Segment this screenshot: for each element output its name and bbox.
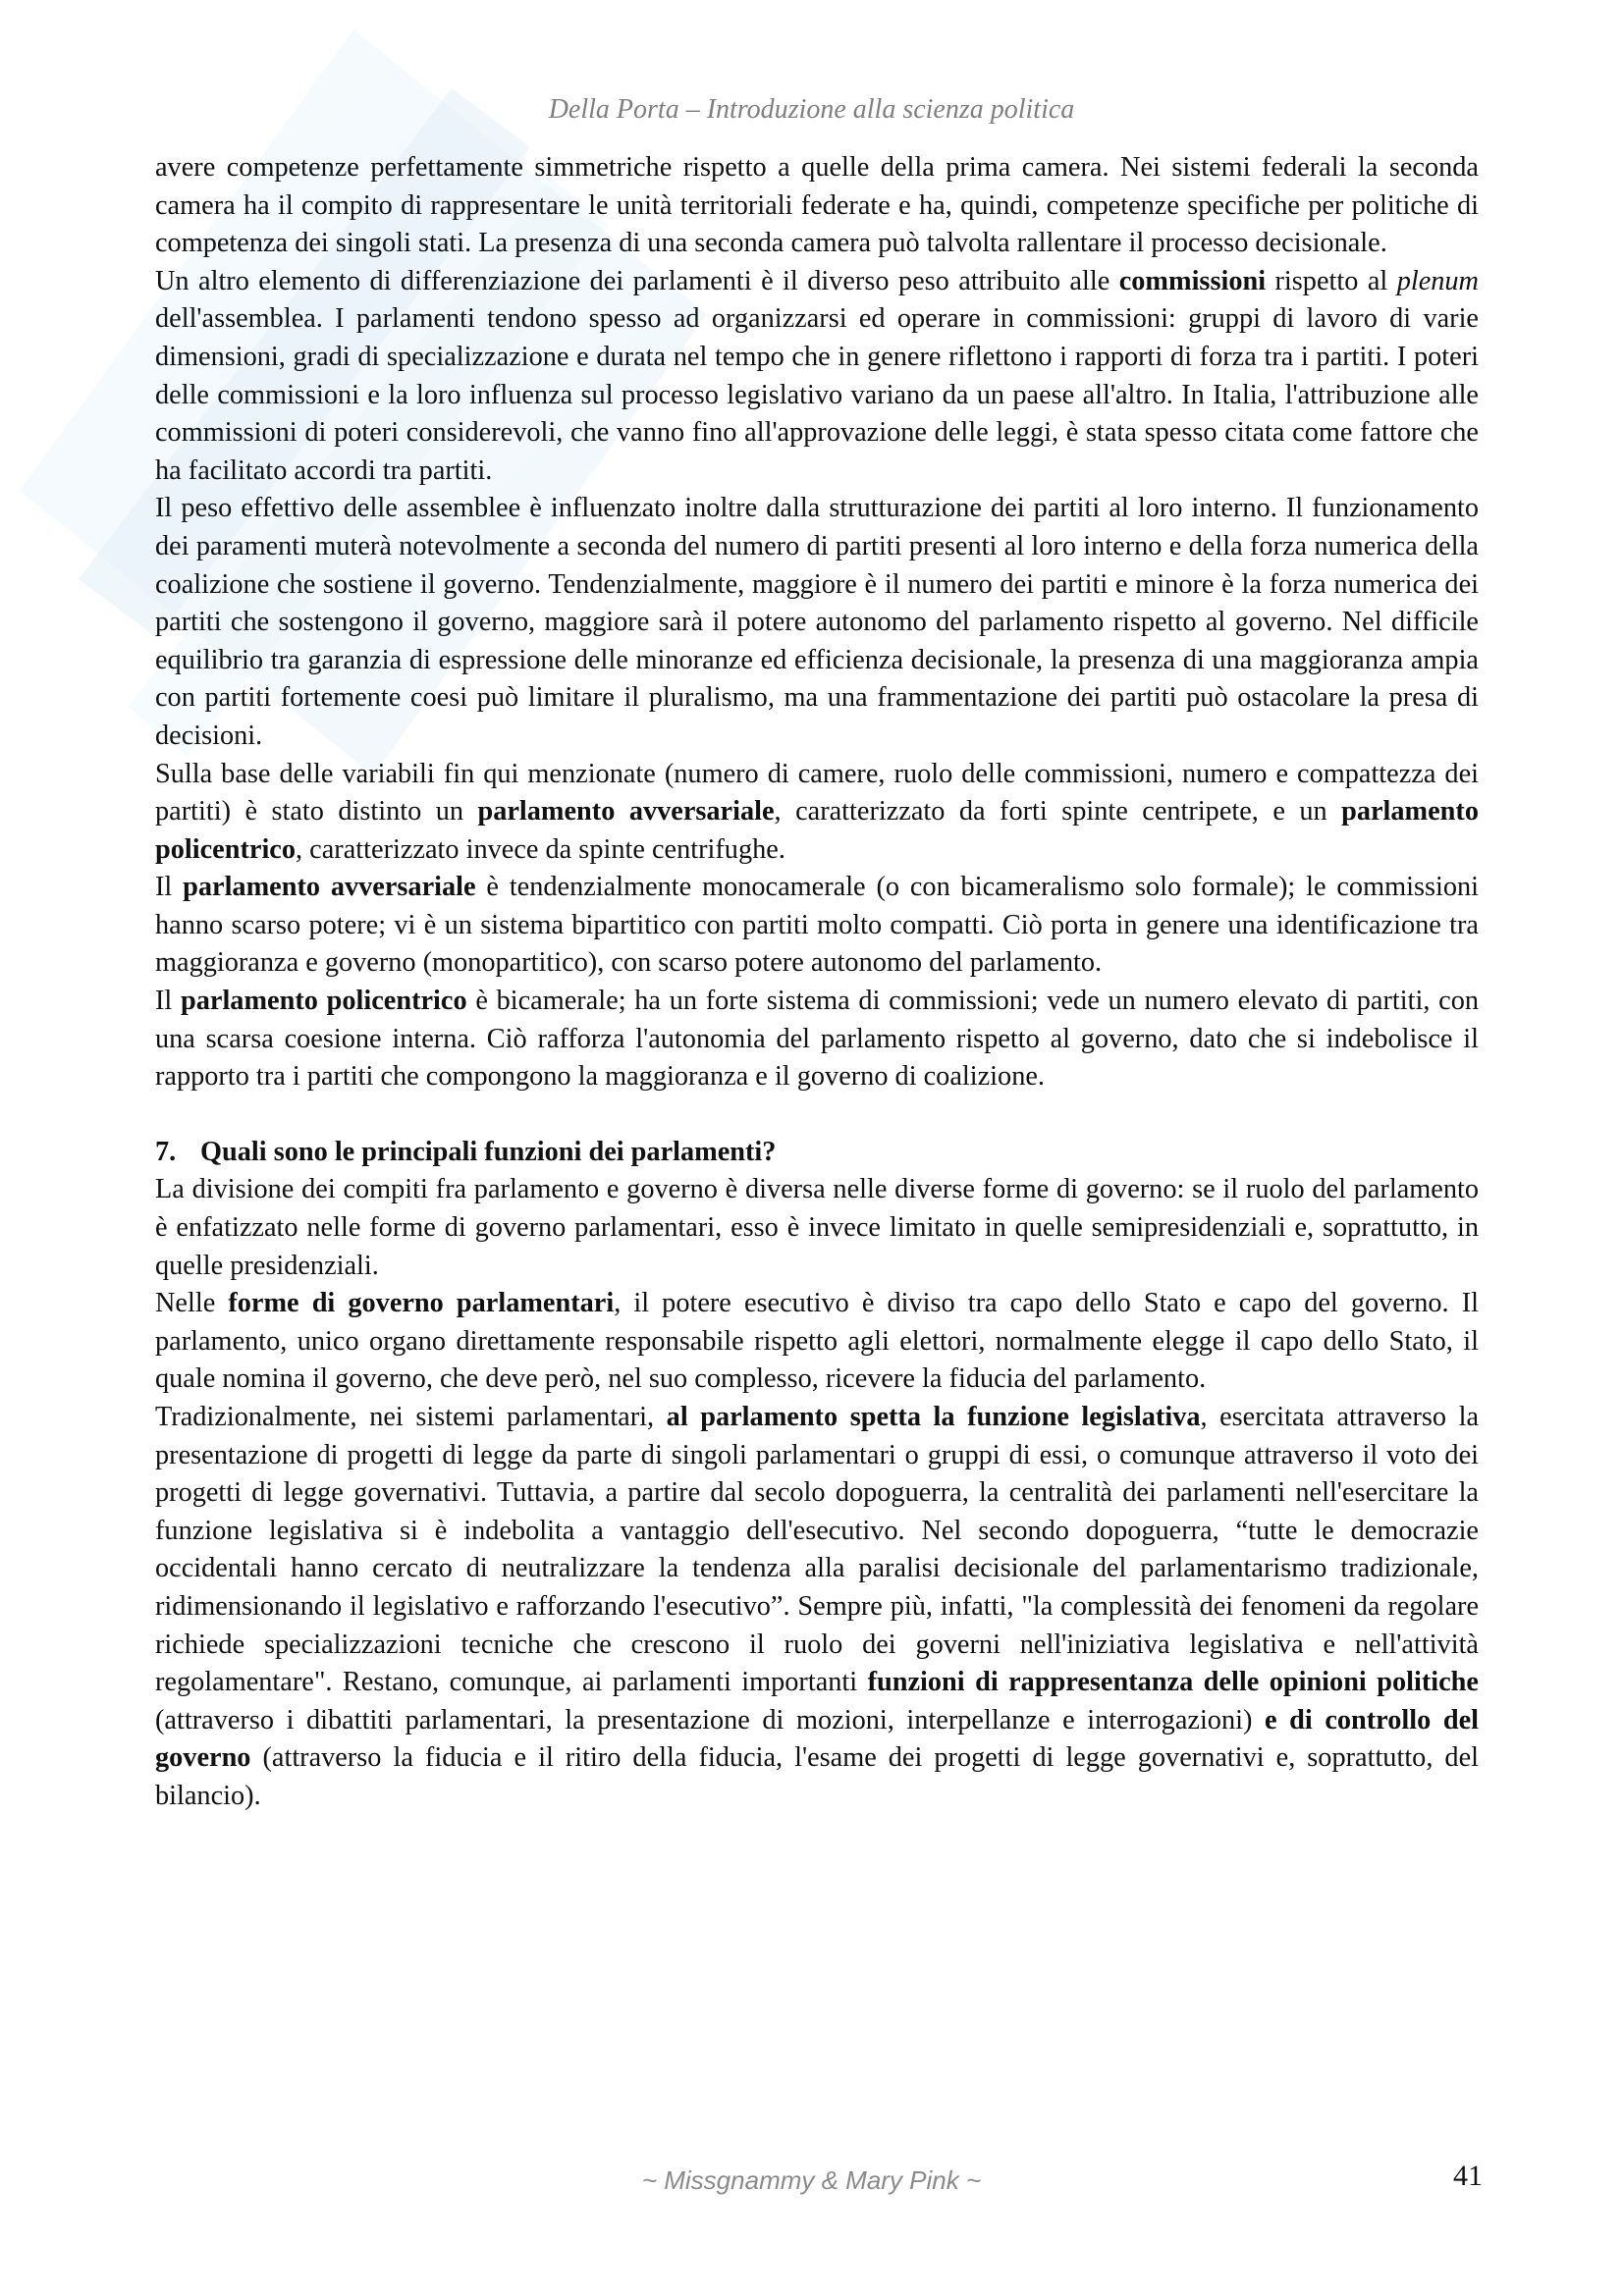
paragraph: La divisione dei compiti fra parlamento e governo è diversa nelle diverse forme di governo: se il ruolo del parlamento è enfatizzato nelle forme di governo parlamentari, esso è invece limitato in quelle semipresidenziali e, soprattutto, in quelle presidenziali. bbox=[155, 1174, 1479, 1281]
main-text bbox=[155, 149, 1479, 1816]
running-header: Della Porta – Introduzione alla scienza politica bbox=[548, 94, 1075, 125]
bold-term: parlamento policentrico bbox=[181, 986, 467, 1017]
section-heading bbox=[155, 1134, 1479, 1172]
paragraph: Il parlamento policentrico è bicamerale; ha un forte sistema di commissioni; vede un numero elevato di partiti, con una scarsa coesione interna. Ciò rafforza l'autonomia del parlamento rispetto al governo, dato che si indebolisce il rapporto tra i partiti che compongono la maggioranza e il governo di coalizione. bbox=[155, 986, 1479, 1093]
paragraph: Tradizionalmente, nei sistemi parlamentari, al parlamento spetta la funzione legislativa, esercitata attraverso la presentazione di progetti di legge da parte di singoli parlamentari o gruppi di essi, o comunque attraverso il voto dei progetti di legge governativi. Tuttavia, a partire dal secolo dopoguerra, la centralità dei parlamenti nell'esercitare la funzione legislativa si è indebolita a vantaggio dell'esecutivo. Nel secondo dopoguerra, “tutte le democrazie occidentali hanno cercato di neutralizzare la tendenza alla paralisi decisionale del parlamentarismo tradizionale, ridimensionando il legislativo e rafforzando l'esecutivo”. Sempre più, infatti, "la complessità dei fenomeni da regolare richiede specializzazioni tecniche che crescono il ruolo dei governi nell'iniziativa legislativa e nell'attività regolamentare". Restano, comunque, ai parlamenti importanti funzioni di rappresentanza delle opinioni politiche (attraverso i dibattiti parlamentari, la presentazione di mozioni, interpellanze e interrogazioni) e di controllo del governo (attraverso la fiducia e il ritiro della fiducia, l'esame dei progetti di legge governativi e, soprattutto, del bilancio). bbox=[155, 1402, 1480, 1811]
question-text: Quali sono le principali funzioni dei parlamenti? bbox=[200, 1136, 777, 1167]
footer-credit: ~ Missgnammy & Mary Pink ~ bbox=[641, 2165, 982, 2195]
bold-term: parlamento avversariale bbox=[477, 796, 775, 828]
paragraph: Il parlamento avversariale è tendenzialmente monocamerale (o con bicameralismo solo formale); le commissioni hanno scarso potere; vi è un sistema bipartitico con partiti molto compatti. Ciò porta in genere una identificazione tra maggioranza e governo (monopartitico), con scarso potere autonomo del parlamento. bbox=[155, 872, 1479, 979]
bold-term: al parlamento spetta la funzione legislativa bbox=[666, 1402, 1201, 1432]
bold-term: e di controllo del governo bbox=[155, 1704, 1479, 1774]
italic-term: plenum bbox=[1396, 265, 1479, 296]
paragraph: Sulla base delle variabili fin qui menzionate (numero di camere, ruolo delle commissioni, numero e compattezza dei partiti) è stato distinto un parlamento avversariale, caratterizzato da forti spinte centripete, e un parlamento policentrico, caratterizzato invece da spinte centrifughe. bbox=[155, 758, 1479, 865]
bold-term: parlamento policentrico bbox=[155, 796, 1479, 865]
paragraph: Nelle forme di governo parlamentari, il potere esecutivo è diviso tra capo dello Stato e capo del governo. Il parlamento, unico organo direttamente responsabile rispetto agli elettori, normalmente elegge il capo dello Stato, il quale nomina il governo, che deve però, nel suo complesso, ricevere la fiducia del parlamento. bbox=[155, 1288, 1479, 1395]
section-gap bbox=[155, 1096, 1479, 1134]
bold-term: funzioni di rappresentanza delle opinioni politiche bbox=[867, 1667, 1479, 1698]
paragraph: Il peso effettivo delle assemblee è influenzato inoltre dalla strutturazione dei partiti al loro interno. Il funzionamento dei paramenti muterà notevolmente a seconda del numero di partiti presenti al loro interno e della forza numerica della coalizione che sostiene il governo. Tendenzialmente, maggiore è il numero dei partiti e minore è la forza numerica dei partiti che sostengono il governo, maggiore sarà il potere autonomo del parlamento rispetto al governo. Nel difficile equilibrio tra garanzia di espressione delle minoranze ed efficienza decisionale, la presenza di una maggioranza ampia con partiti fortemente coesi può limitare il pluralismo, ma una frammentazione dei partiti può ostacolare la presa di decisioni. bbox=[155, 493, 1479, 751]
page-number: 41 bbox=[1453, 2160, 1483, 2192]
paragraph: Un altro elemento di differenziazione dei parlamenti è il diverso peso attribuito alle commissioni rispetto al plenum dell'assemblea. I parlamenti tendono spesso ad organizzarsi ed operare in commissioni: gruppi di lavoro di varie dimensioni, gradi di specializzazione e durata nel tempo che in genere riflettono i rapporti di forza tra i partiti. I poteri delle commissioni e la loro influenza sul processo legislativo variano da un paese all'altro. In Italia, l'attribuzione alle commissioni di poteri considerevoli, che vanno fino all'approvazione delle leggi, è stata spesso citata come fattore che ha facilitato accordi tra partiti. bbox=[155, 265, 1479, 486]
bold-term: commissioni bbox=[1118, 265, 1267, 296]
bold-term: forme di governo parlamentari bbox=[228, 1288, 615, 1319]
paragraph: avere competenze perfettamente simmetriche rispetto a quelle della prima camera. Nei sistemi federali la seconda camera ha il compito di rappresentare le unità territoriali federate e ha, quindi, competenze specifiche per politiche di competenza dei singoli stati. La presenza di una seconda camera può talvolta rallentare il processo decisionale. bbox=[155, 152, 1479, 259]
question-number: 7. bbox=[155, 1136, 177, 1167]
bold-term: parlamento avversariale bbox=[183, 872, 476, 903]
